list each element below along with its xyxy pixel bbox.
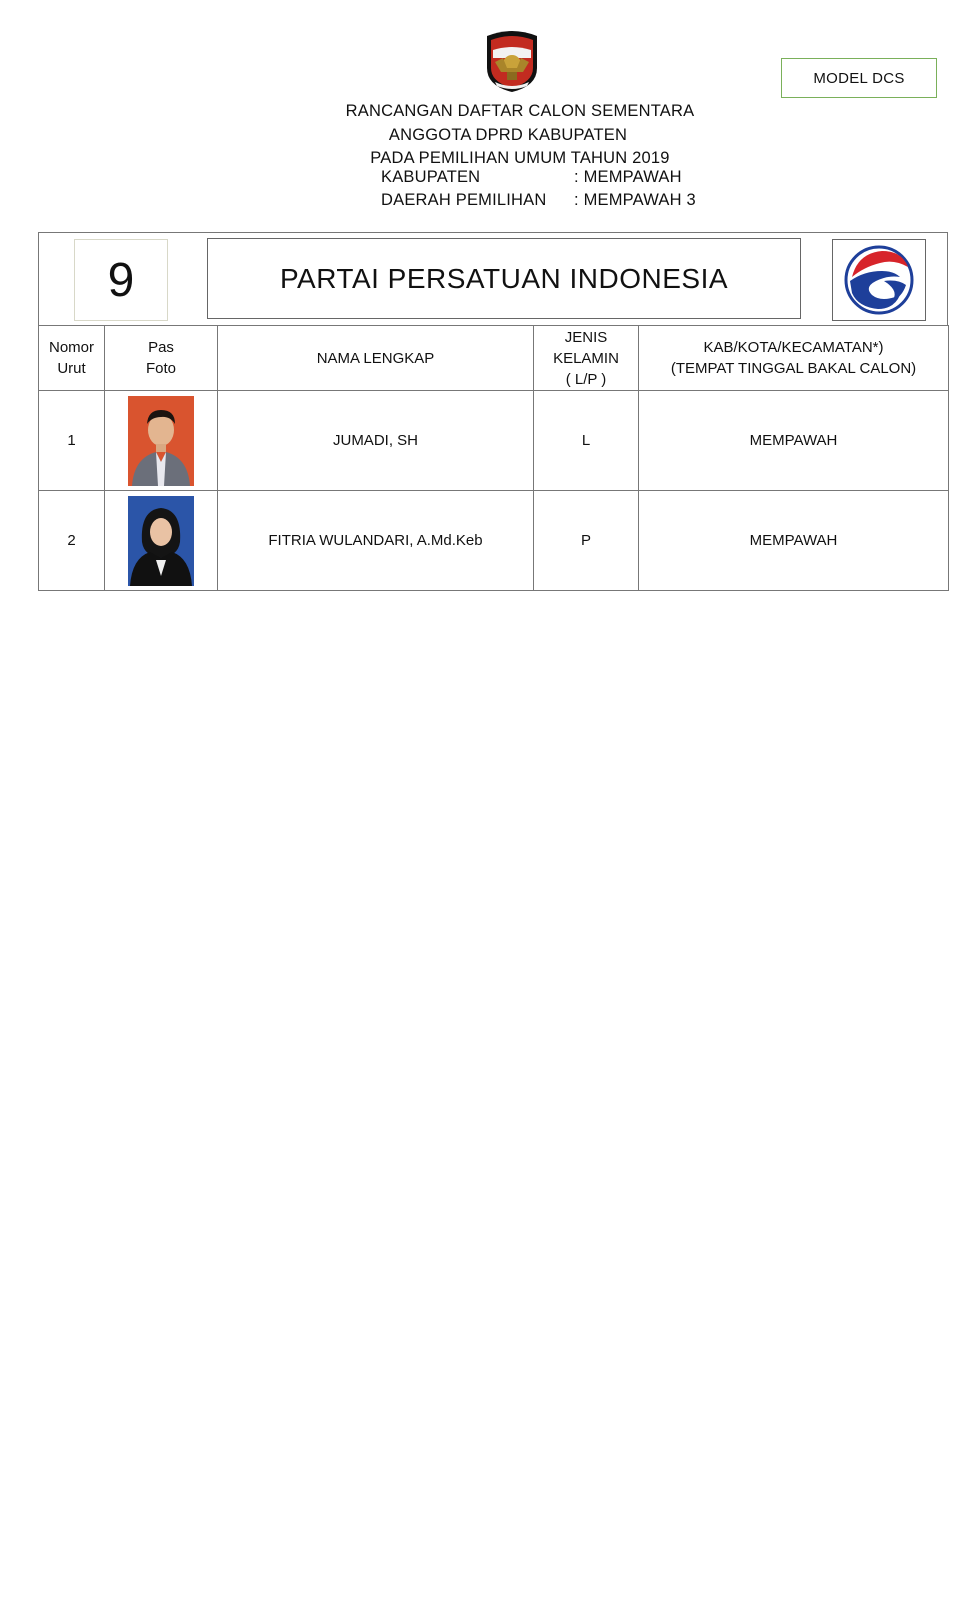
table-header-row <box>39 326 949 391</box>
document-heading <box>0 100 971 171</box>
photo-cell <box>105 491 218 591</box>
candidate-place: MEMPAWAH <box>639 391 949 491</box>
heading-line-2: ANGGOTA DPRD KABUPATEN <box>388 125 628 144</box>
candidate-name: FITRIA WULANDARI, A.Md.Keb <box>218 491 534 591</box>
person-photo-icon <box>128 496 194 586</box>
kabupaten-label: KABUPATEN <box>381 168 481 186</box>
dapil-label: DAERAH PEMILIHAN <box>381 191 547 209</box>
col-nomor-urut: Nomor Urut <box>39 326 105 391</box>
candidate-gender: L <box>534 391 639 491</box>
perindo-logo-icon <box>844 245 914 315</box>
dapil-value: : MEMPAWAH 3 <box>574 191 696 209</box>
kabupaten-value: : MEMPAWAH <box>574 168 682 186</box>
party-name: PARTAI PERSATUAN INDONESIA <box>207 238 801 319</box>
table-row <box>39 491 949 591</box>
candidate-photo <box>128 396 194 486</box>
heading-line-1: RANCANGAN DAFTAR CALON SEMENTARA <box>345 102 695 120</box>
candidate-name: JUMADI, SH <box>218 391 534 491</box>
model-label: MODEL DCS <box>781 58 937 98</box>
col-jenis-kelamin: JENIS KELAMIN ( L/P ) <box>534 326 639 391</box>
candidate-table <box>38 325 949 591</box>
candidate-photo <box>128 496 194 586</box>
party-number: 9 <box>74 239 168 321</box>
row-number: 2 <box>39 491 105 591</box>
candidate-gender: P <box>534 491 639 591</box>
table-row <box>39 391 949 491</box>
col-pas-foto: Pas Foto <box>105 326 218 391</box>
col-tempat-tinggal: KAB/KOTA/KECAMATAN*) (TEMPAT TINGGAL BAKAL CALON) <box>639 326 949 391</box>
candidate-place: MEMPAWAH <box>639 491 949 591</box>
kpu-logo-icon <box>481 28 543 94</box>
row-number: 1 <box>39 391 105 491</box>
party-logo-frame <box>832 239 926 321</box>
photo-cell <box>105 391 218 491</box>
party-header <box>38 232 948 326</box>
heading-line-3: PADA PEMILIHAN UMUM TAHUN 2019 <box>370 149 670 167</box>
person-photo-icon <box>128 396 194 486</box>
col-nama-lengkap: NAMA LENGKAP <box>218 326 534 391</box>
